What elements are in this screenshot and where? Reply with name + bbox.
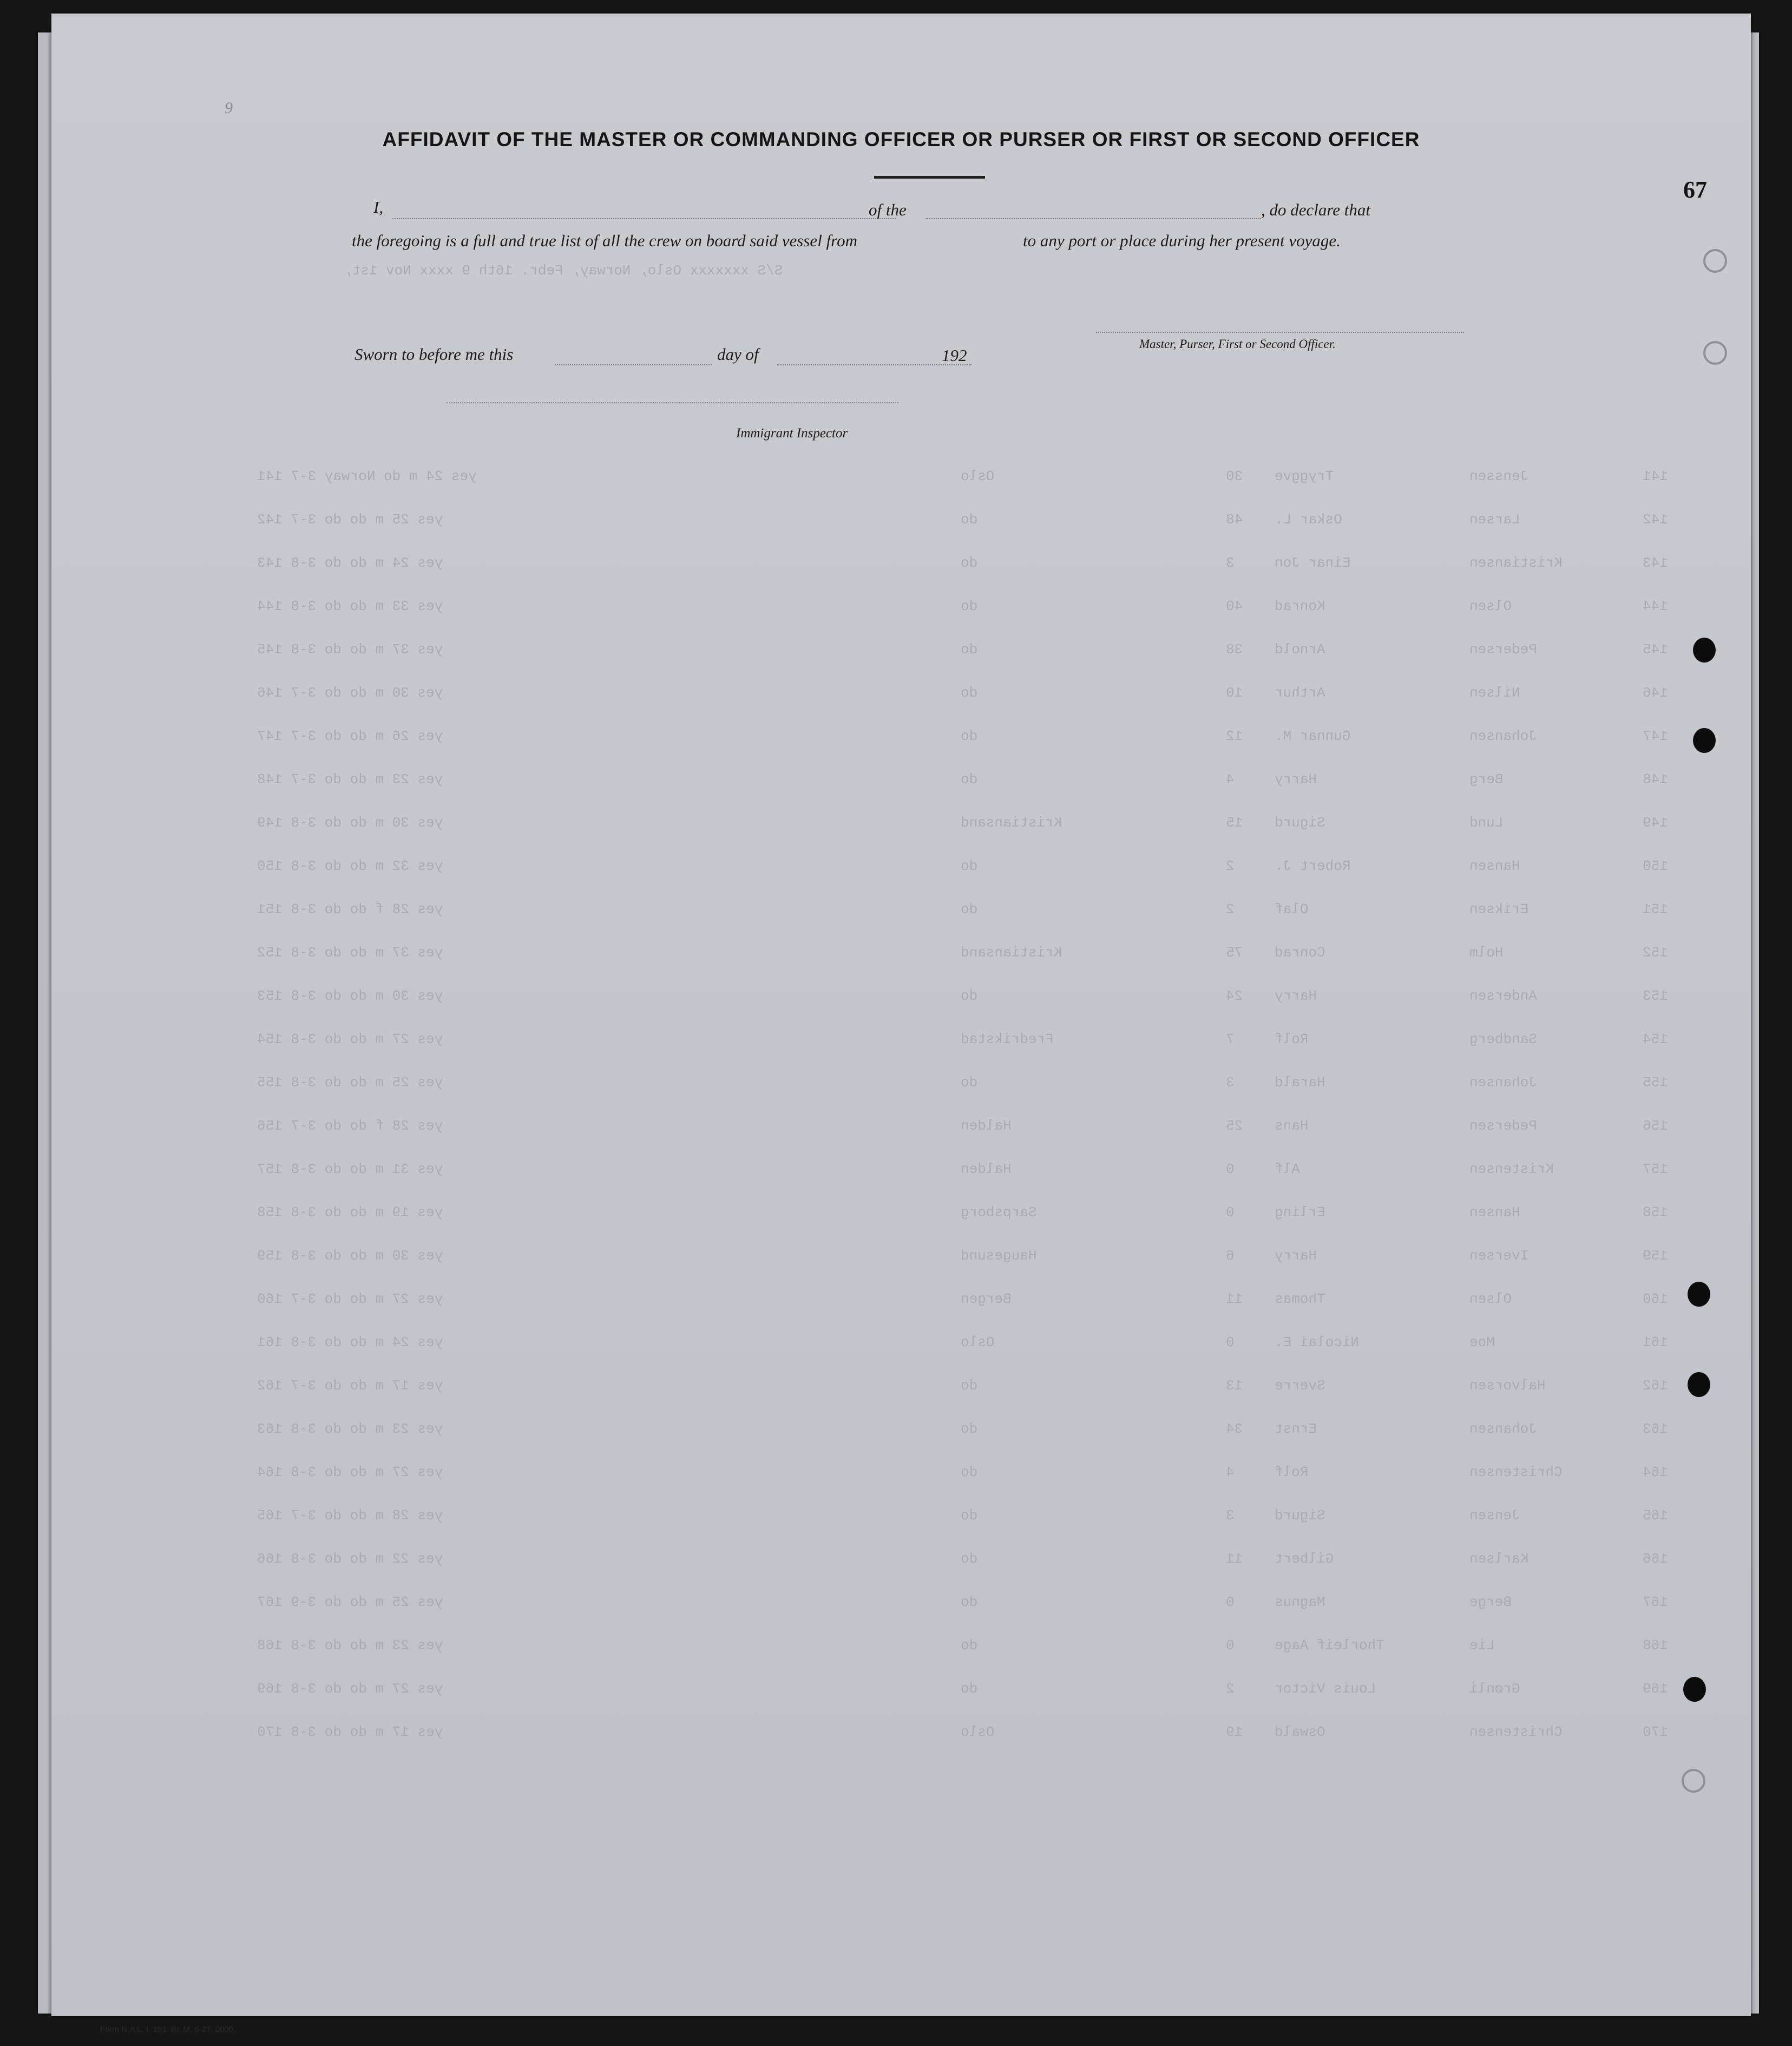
show-through-row-given: Gilbert xyxy=(1275,1551,1334,1567)
show-through-row-given: Ernst xyxy=(1275,1421,1317,1437)
show-through-row-rest: yes 23 m do do 3-7 148 xyxy=(257,771,443,788)
show-through-row-surname: Holm xyxy=(1469,945,1504,961)
sworn-year: 192 xyxy=(942,346,967,365)
show-through-row-surname: Halvorsen xyxy=(1469,1378,1546,1394)
show-through-row-place: Oslo xyxy=(961,1724,995,1740)
show-through-row-rest: yes 25 m do do 3-9 167 xyxy=(257,1594,443,1610)
show-through-row-given: Arthur xyxy=(1275,685,1325,701)
show-through-row-rest: yes 37 m do do 3-8 145 xyxy=(257,641,443,658)
show-through-row-given: Harry xyxy=(1275,988,1317,1004)
show-through-row-place: Bergen xyxy=(961,1291,1012,1307)
show-through-row-surname: Pedersen xyxy=(1469,641,1537,658)
show-through-row-age: 75 xyxy=(1226,945,1243,961)
show-through-row-number: 169 xyxy=(1643,1681,1668,1697)
show-through-row-given: Sverre xyxy=(1275,1378,1325,1394)
show-through-row-rest: yes 33 m do do 3-8 144 xyxy=(257,598,443,614)
show-through-row-place: Halden xyxy=(961,1118,1012,1134)
show-through-row-given: Einar Jon xyxy=(1275,555,1351,571)
show-through-row-number: 161 xyxy=(1643,1334,1668,1350)
show-through-row-place: do xyxy=(961,555,978,571)
show-through-row-number: 167 xyxy=(1643,1594,1668,1610)
show-through-row-number: 170 xyxy=(1643,1724,1668,1740)
show-through-row-place: Kristiansand xyxy=(961,945,1062,961)
show-through-row-surname: Kristiansen xyxy=(1469,555,1563,571)
show-through-row-surname: Lund xyxy=(1469,815,1504,831)
show-through-row-age: 12 xyxy=(1226,728,1243,744)
officer-caption: Master, Purser, First or Second Officer. xyxy=(1139,337,1336,351)
show-through-row-number: 152 xyxy=(1643,945,1668,961)
dark-hole-icon xyxy=(1683,1677,1706,1702)
dark-hole-icon xyxy=(1688,1282,1710,1307)
show-through-row-place: do xyxy=(961,1421,978,1437)
show-through-row-rest: yes 28 f do do 3-8 151 xyxy=(257,901,443,917)
show-through-row-age: 40 xyxy=(1226,598,1243,614)
show-through-row-given: Robert J. xyxy=(1275,858,1351,874)
show-through-row-rest: yes 23 m do do 3-8 163 xyxy=(257,1421,443,1437)
dark-hole-icon xyxy=(1688,1372,1710,1397)
document-page xyxy=(51,14,1751,2034)
page-number: 67 xyxy=(1683,176,1707,203)
show-through-row-age: 10 xyxy=(1226,685,1243,701)
show-through-row-place: do xyxy=(961,511,978,528)
show-through-row-given: Tryggve xyxy=(1275,468,1334,484)
declaration-suffix: to any port or place during her present voyage. xyxy=(1023,231,1341,250)
show-through-row-age: 25 xyxy=(1226,1118,1243,1134)
show-through-row-age: 0 xyxy=(1226,1594,1235,1610)
show-through-row-given: Harald xyxy=(1275,1074,1325,1091)
show-through-row-surname: Moe xyxy=(1469,1334,1495,1350)
show-through-row-number: 141 xyxy=(1643,468,1668,484)
show-through-row-rest: yes 23 m do do 3-8 168 xyxy=(257,1637,443,1654)
show-through-row-place: do xyxy=(961,771,978,788)
show-through-row-rest: yes 24 m do Norway 3-7 141 xyxy=(257,468,477,484)
show-through-row-age: 11 xyxy=(1226,1291,1243,1307)
open-hole-icon xyxy=(1703,341,1727,365)
show-through-row-age: 4 xyxy=(1226,1464,1235,1480)
show-through-row-surname: Iversen xyxy=(1469,1248,1529,1264)
show-through-row-surname: Sandberg xyxy=(1469,1031,1537,1047)
show-through-row-given: Sigurd xyxy=(1275,815,1325,831)
show-through-row-surname: Johansen xyxy=(1469,1074,1537,1091)
show-through-row-number: 148 xyxy=(1643,771,1668,788)
sworn-prefix: Sworn to before me this xyxy=(355,345,514,364)
show-through-row-given: Hans xyxy=(1275,1118,1309,1134)
show-through-row-number: 156 xyxy=(1643,1118,1668,1134)
show-through-row-age: 3 xyxy=(1226,1507,1235,1524)
of-the-label: of the xyxy=(869,200,907,219)
show-through-row-age: 30 xyxy=(1226,468,1243,484)
show-through-row-age: 2 xyxy=(1226,1681,1235,1697)
show-through-row-surname: Hansen xyxy=(1469,858,1520,874)
show-through-row-number: 150 xyxy=(1643,858,1668,874)
show-through-row-surname: Christensen xyxy=(1469,1724,1563,1740)
show-through-row-age: 7 xyxy=(1226,1031,1235,1047)
show-through-row-rest: yes 25 m do do 3-7 142 xyxy=(257,511,443,528)
show-through-row-rest: yes 30 m do do 3-8 149 xyxy=(257,815,443,831)
show-through-row-age: 2 xyxy=(1226,901,1235,917)
show-through-row-given: Alf xyxy=(1275,1161,1300,1177)
show-through-row-given: Rolf xyxy=(1275,1464,1309,1480)
open-hole-icon xyxy=(1682,1769,1705,1793)
show-through-row-given: Gunnar M. xyxy=(1275,728,1351,744)
show-through-row-number: 149 xyxy=(1643,815,1668,831)
show-through-row-place: do xyxy=(961,728,978,744)
show-through-row-rest: yes 19 m do do 3-8 158 xyxy=(257,1204,443,1221)
show-through-row-age: 19 xyxy=(1226,1724,1243,1740)
show-through-row-number: 155 xyxy=(1643,1074,1668,1091)
show-through-row-surname: Jensen xyxy=(1469,1507,1520,1524)
show-through-row-number: 147 xyxy=(1643,728,1668,744)
show-through-row-place: Halden xyxy=(961,1161,1012,1177)
show-through-row-given: Nicolai E. xyxy=(1275,1334,1360,1350)
show-through-row-place: do xyxy=(961,1594,978,1610)
declarant-prefix: I, xyxy=(373,198,384,217)
show-through-row-rest: yes 31 m do do 3-8 157 xyxy=(257,1161,443,1177)
show-through-row-rest: yes 17 m do do 3-8 170 xyxy=(257,1724,443,1740)
show-through-row-age: 48 xyxy=(1226,511,1243,528)
show-through-row-surname: Jenssen xyxy=(1469,468,1529,484)
show-through-row-given: Konrad xyxy=(1275,598,1325,614)
show-through-row-place: do xyxy=(961,1074,978,1091)
show-through-row-number: 163 xyxy=(1643,1421,1668,1437)
show-through-row-given: Rolf xyxy=(1275,1031,1309,1047)
show-through-row-number: 146 xyxy=(1643,685,1668,701)
show-through-row-place: Fredrikstad xyxy=(961,1031,1054,1047)
show-through-row-number: 154 xyxy=(1643,1031,1668,1047)
show-through-row-place: Sarpsborg xyxy=(961,1204,1037,1221)
show-through-row-surname: Lie xyxy=(1469,1637,1495,1654)
title-underline xyxy=(874,176,985,179)
show-through-row-rest: yes 24 m do do 3-8 143 xyxy=(257,555,443,571)
show-through-row-surname: Christensen xyxy=(1469,1464,1563,1480)
show-through-row-rest: yes 28 m do do 3-7 165 xyxy=(257,1507,443,1524)
show-through-row-given: Oswald xyxy=(1275,1724,1325,1740)
show-through-row-number: 166 xyxy=(1643,1551,1668,1567)
show-through-row-surname: Kristensen xyxy=(1469,1161,1554,1177)
show-through-row-surname: Berg xyxy=(1469,771,1504,788)
show-through-row-place: do xyxy=(961,858,978,874)
show-through-row-number: 142 xyxy=(1643,511,1668,528)
show-through-row-number: 159 xyxy=(1643,1248,1668,1264)
show-through-row-number: 168 xyxy=(1643,1637,1668,1654)
show-through-row-place: do xyxy=(961,1551,978,1567)
show-through-row-number: 143 xyxy=(1643,555,1668,571)
inspector-caption: Immigrant Inspector xyxy=(736,426,848,441)
show-through-row-surname: Olsen xyxy=(1469,1291,1512,1307)
show-through-row-place: do xyxy=(961,598,978,614)
show-through-row-surname: Pedersen xyxy=(1469,1118,1537,1134)
show-through-row-given: Arnold xyxy=(1275,641,1325,658)
vessel-name-blank xyxy=(925,218,1261,219)
sworn-day-blank xyxy=(555,364,712,365)
show-through-row-given: Erling xyxy=(1275,1204,1325,1221)
show-through-row-surname: Hansen xyxy=(1469,1204,1520,1221)
show-through-row-given: Thorleif Aage xyxy=(1275,1637,1384,1654)
show-through-row-rest: yes 28 f do do 3-7 156 xyxy=(257,1118,443,1134)
marginal-mark: 9 xyxy=(225,99,233,117)
show-through-row-number: 165 xyxy=(1643,1507,1668,1524)
show-through-row-rest: yes 24 m do do 3-8 161 xyxy=(257,1334,443,1350)
show-through-row-number: 145 xyxy=(1643,641,1668,658)
show-through-row-number: 162 xyxy=(1643,1378,1668,1394)
inspector-signature-line xyxy=(447,402,898,403)
show-through-row-rest: yes 37 m do do 3-8 152 xyxy=(257,945,443,961)
show-through-row-given: Louis Victor xyxy=(1275,1681,1376,1697)
show-through-row-place: Haugesund xyxy=(961,1248,1037,1264)
show-through-row-rest: yes 27 m do do 3-8 169 xyxy=(257,1681,443,1697)
show-through-row-place: Oslo xyxy=(961,468,995,484)
show-through-row-number: 158 xyxy=(1643,1204,1668,1221)
show-through-row-surname: Karlsen xyxy=(1469,1551,1529,1567)
dark-hole-icon xyxy=(1693,728,1716,753)
show-through-row-rest: yes 30 m do do 3-7 146 xyxy=(257,685,443,701)
show-through-row-surname: Andersen xyxy=(1469,988,1537,1004)
show-through-row-number: 160 xyxy=(1643,1291,1668,1307)
show-through-row-number: 151 xyxy=(1643,901,1668,917)
show-through-row-age: 24 xyxy=(1226,988,1243,1004)
affidavit-title: AFFIDAVIT OF THE MASTER OR COMMANDING OFFICER OR PURSER OR FIRST OR SECOND OFFICER xyxy=(382,128,1420,150)
show-through-row-place: do xyxy=(961,901,978,917)
show-through-row-surname: Eriksen xyxy=(1469,901,1529,917)
show-through-row-number: 157 xyxy=(1643,1161,1668,1177)
show-through-row-age: 13 xyxy=(1226,1378,1243,1394)
show-through-row-surname: Johansen xyxy=(1469,728,1537,744)
show-through-row-number: 153 xyxy=(1643,988,1668,1004)
show-through-row-given: Harry xyxy=(1275,1248,1317,1264)
show-through-row-rest: yes 26 m do do 3-7 147 xyxy=(257,728,443,744)
show-through-row-age: 2 xyxy=(1226,858,1235,874)
show-through-row-place: do xyxy=(961,641,978,658)
open-hole-icon xyxy=(1703,249,1727,273)
declare-suffix: , do declare that xyxy=(1261,200,1371,219)
show-through-row-place: do xyxy=(961,1464,978,1480)
show-through-row-given: Conrad xyxy=(1275,945,1325,961)
show-through-row-rest: yes 27 m do do 3-7 160 xyxy=(257,1291,443,1307)
show-through-row-place: do xyxy=(961,1637,978,1654)
show-through-row-age: 15 xyxy=(1226,815,1243,831)
show-through-row-surname: Olsen xyxy=(1469,598,1512,614)
show-through-row-rest: yes 22 m do do 3-8 166 xyxy=(257,1551,443,1567)
show-through-row-given: Magnus xyxy=(1275,1594,1325,1610)
dark-hole-icon xyxy=(1693,638,1716,663)
show-through-row-number: 164 xyxy=(1643,1464,1668,1480)
show-through-row-place: do xyxy=(961,1681,978,1697)
show-through-row-rest: yes 27 m do do 3-8 164 xyxy=(257,1464,443,1480)
show-through-header: S/S xxxxxxx Oslo, Norway, Febr. 16th 9 xxxx Nov 1st, xyxy=(344,263,783,279)
show-through-row-number: 144 xyxy=(1643,598,1668,614)
show-through-row-given: Olaf xyxy=(1275,901,1309,917)
show-through-row-age: 34 xyxy=(1226,1421,1243,1437)
show-through-row-place: do xyxy=(961,1378,978,1394)
show-through-row-given: Oskar L. xyxy=(1275,511,1342,528)
form-number: Form N.A.L. I. 191. Br. M. 6-27. 2000. xyxy=(100,2025,236,2034)
sworn-day-of: day of xyxy=(717,345,759,364)
show-through-row-age: 0 xyxy=(1226,1637,1235,1654)
show-through-row-age: 0 xyxy=(1226,1334,1235,1350)
show-through-row-rest: yes 32 m do do 3-8 150 xyxy=(257,858,443,874)
show-through-row-rest: yes 25 m do do 3-8 155 xyxy=(257,1074,443,1091)
show-through-row-place: do xyxy=(961,1507,978,1524)
show-through-row-age: 11 xyxy=(1226,1551,1243,1567)
show-through-row-surname: Nilsen xyxy=(1469,685,1520,701)
show-through-row-rest: yes 27 m do do 3-8 154 xyxy=(257,1031,443,1047)
show-through-row-given: Harry xyxy=(1275,771,1317,788)
show-through-row-age: 3 xyxy=(1226,1074,1235,1091)
show-through-row-rest: yes 17 m do do 3-7 162 xyxy=(257,1378,443,1394)
show-through-row-place: do xyxy=(961,988,978,1004)
declarant-name-blank xyxy=(392,218,896,219)
show-through-row-age: 38 xyxy=(1226,641,1243,658)
declaration-text: the foregoing is a full and true list of all the crew on board said vessel from xyxy=(352,231,857,250)
show-through-row-age: 0 xyxy=(1226,1161,1235,1177)
show-through-row-age: 0 xyxy=(1226,1204,1235,1221)
show-through-row-place: do xyxy=(961,685,978,701)
show-through-row-given: Sigurd xyxy=(1275,1507,1325,1524)
show-through-row-age: 3 xyxy=(1226,555,1235,571)
show-through-row-surname: Larsen xyxy=(1469,511,1520,528)
show-through-row-age: 4 xyxy=(1226,771,1235,788)
show-through-row-place: Kristiansand xyxy=(961,815,1062,831)
show-through-row-rest: yes 30 m do do 3-8 159 xyxy=(257,1248,443,1264)
show-through-row-surname: Grønli xyxy=(1469,1681,1520,1697)
officer-signature-line xyxy=(1096,332,1464,333)
show-through-row-rest: yes 30 m do do 3-8 153 xyxy=(257,988,443,1004)
show-through-row-surname: Berge xyxy=(1469,1594,1512,1610)
show-through-row-age: 6 xyxy=(1226,1248,1235,1264)
show-through-row-place: Oslo xyxy=(961,1334,995,1350)
show-through-row-surname: Johansen xyxy=(1469,1421,1537,1437)
show-through-row-given: Thomas xyxy=(1275,1291,1325,1307)
